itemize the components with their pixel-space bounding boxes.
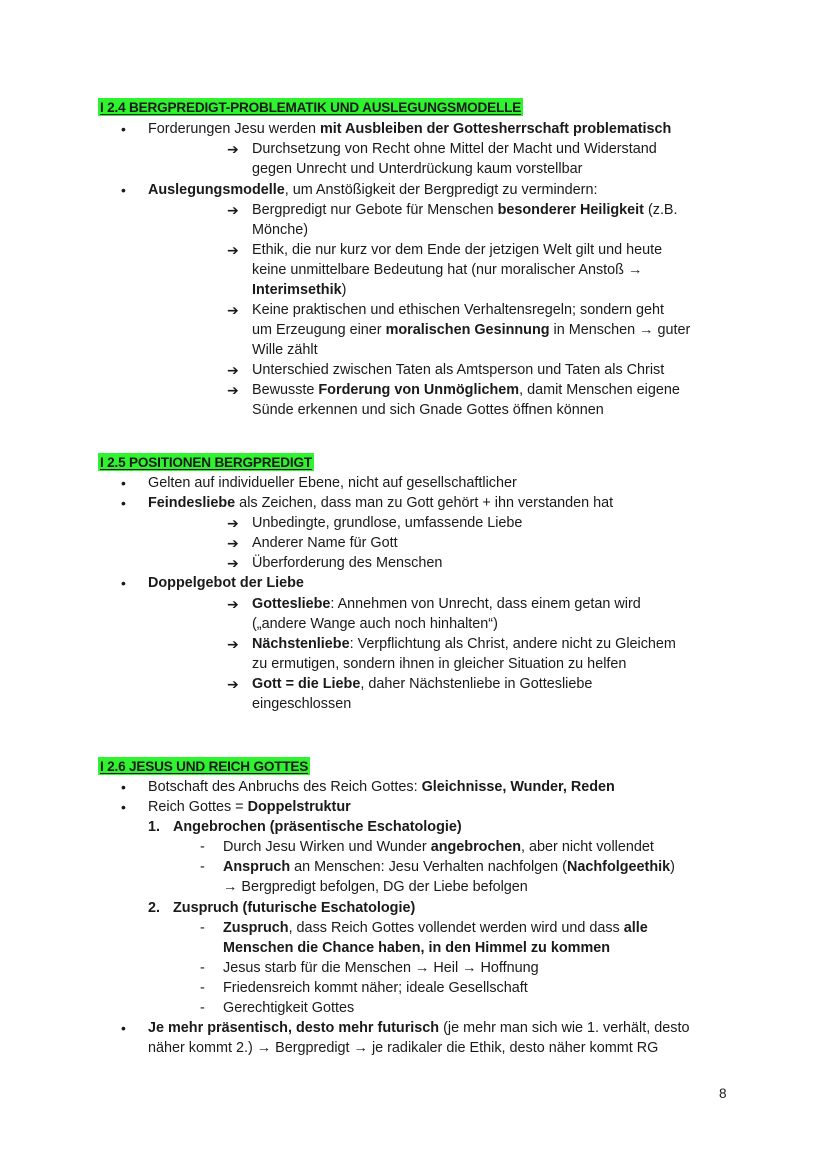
arrow-icon: ➔: [227, 555, 239, 571]
arrow-icon: ➔: [227, 676, 239, 692]
text-line: Gott = die Liebe, daher Nächstenliebe in Gottesliebe: [252, 676, 593, 692]
text-line: Sünde erkennen und sich Gnade Gottes öffnen können: [252, 402, 604, 418]
dash-icon: -: [200, 920, 205, 936]
text-line: Forderungen Jesu werden mit Ausbleiben der Gottesherrschaft problematisch: [148, 121, 672, 137]
text-line: Ethik, die nur kurz vor dem Ende der jetzigen Welt gilt und heute: [252, 242, 663, 258]
bullet-icon: •: [121, 779, 126, 795]
text-line: Unterschied zwischen Taten als Amtsperson und Taten als Christ: [252, 362, 665, 378]
dash-icon: -: [200, 960, 205, 976]
list-number: 1.: [148, 819, 161, 835]
text-line: Feindesliebe als Zeichen, dass man zu Gott gehört + ihn verstanden hat: [148, 495, 614, 511]
text-line: Keine praktischen und ethischen Verhaltensregeln; sondern geht: [252, 302, 665, 318]
arrow-icon: ➔: [227, 382, 239, 398]
section-heading-2-4: I 2.4 BERGPREDIGT-PROBLEMATIK UND AUSLEGUNGSMODELLE: [100, 100, 522, 115]
text-line: Durchsetzung von Recht ohne Mittel der Macht und Widerstand: [252, 141, 657, 157]
text-line: Bergpredigt nur Gebote für Menschen besonderer Heiligkeit (z.B.: [252, 202, 678, 218]
bullet-icon: •: [121, 121, 126, 137]
list-number: 2.: [148, 900, 161, 916]
arrow-icon: ➔: [227, 596, 239, 612]
text-line: Mönche): [252, 222, 308, 238]
text-line: näher kommt 2.) → Bergpredigt → je radikaler die Ethik, desto näher kommt RG: [148, 1040, 659, 1056]
text-line: → Bergpredigt befolgen, DG der Liebe befolgen: [223, 879, 528, 895]
text-line: Jesus starb für die Menschen → Heil → Hoffnung: [223, 960, 539, 976]
bullet-icon: •: [121, 475, 126, 491]
dash-icon: -: [200, 859, 205, 875]
text-line: Angebrochen (präsentische Eschatologie): [173, 819, 462, 835]
bullet-icon: •: [121, 495, 126, 511]
dash-icon: -: [200, 980, 205, 996]
text-line: Zuspruch, dass Reich Gottes vollendet werden wird und dass alle: [223, 920, 648, 936]
bullet-icon: •: [121, 799, 126, 815]
bullet-icon: •: [121, 1020, 126, 1036]
text-line: Unbedingte, grundlose, umfassende Liebe: [252, 515, 523, 531]
text-line: Gerechtigkeit Gottes: [223, 1000, 355, 1016]
text-line: Menschen die Chance haben, in den Himmel zu kommen: [223, 940, 611, 956]
text-line: Doppelgebot der Liebe: [148, 575, 304, 591]
text-line: Nächstenliebe: Verpflichtung als Christ, andere nicht zu Gleichem: [252, 636, 676, 652]
arrow-icon: ➔: [227, 515, 239, 531]
bullet-icon: •: [121, 182, 126, 198]
section-heading-2-6: I 2.6 JESUS UND REICH GOTTES: [100, 759, 309, 774]
text-line: („andere Wange auch noch hinhalten“): [252, 616, 498, 632]
text-line: Reich Gottes = Doppelstruktur: [148, 799, 351, 815]
text-line: Anspruch an Menschen: Jesu Verhalten nachfolgen (Nachfolgeethik): [223, 859, 675, 875]
text-line: um Erzeugung einer moralischen Gesinnung in Menschen → guter: [252, 322, 691, 338]
text-line: keine unmittelbare Bedeutung hat (nur moralischer Anstoß →: [252, 262, 643, 278]
text-line: gegen Unrecht und Unterdrückung kaum vorstellbar: [252, 161, 583, 177]
text-line: Überforderung des Menschen: [252, 555, 443, 571]
arrow-icon: ➔: [227, 302, 239, 318]
text-line: eingeschlossen: [252, 696, 352, 712]
arrow-icon: ➔: [227, 242, 239, 258]
arrow-icon: ➔: [227, 636, 239, 652]
dash-icon: -: [200, 839, 205, 855]
text-line: zu ermutigen, sondern ihnen in gleicher Situation zu helfen: [252, 656, 627, 672]
text-line: Durch Jesu Wirken und Wunder angebrochen, aber nicht vollendet: [223, 839, 654, 855]
bullet-icon: •: [121, 575, 126, 591]
text-line: Auslegungsmodelle, um Anstößigkeit der Bergpredigt zu vermindern:: [148, 182, 598, 198]
arrow-icon: ➔: [227, 362, 239, 378]
text-line: Wille zählt: [252, 342, 318, 358]
arrow-icon: ➔: [227, 141, 239, 157]
text-line: Bewusste Forderung von Unmöglichem, damit Menschen eigene: [252, 382, 680, 398]
text-line: Botschaft des Anbruchs des Reich Gottes: Gleichnisse, Wunder, Reden: [148, 779, 615, 795]
text-line: Gottesliebe: Annehmen von Unrecht, dass einem getan wird: [252, 596, 641, 612]
dash-icon: -: [200, 1000, 205, 1016]
text-line: Anderer Name für Gott: [252, 535, 398, 551]
text-line: Friedensreich kommt näher; ideale Gesellschaft: [223, 980, 528, 996]
text-line: Je mehr präsentisch, desto mehr futurisch (je mehr man sich wie 1. verhält, desto: [148, 1020, 690, 1036]
section-heading-2-5: I 2.5 POSITIONEN BERGPREDIGT: [100, 455, 312, 470]
arrow-icon: ➔: [227, 535, 239, 551]
text-line: Zuspruch (futurische Eschatologie): [173, 900, 416, 916]
page-number: 8: [719, 1086, 727, 1101]
text-line: Gelten auf individueller Ebene, nicht auf gesellschaftlicher: [148, 475, 517, 491]
text-line: Interimsethik): [252, 282, 347, 298]
arrow-icon: ➔: [227, 202, 239, 218]
